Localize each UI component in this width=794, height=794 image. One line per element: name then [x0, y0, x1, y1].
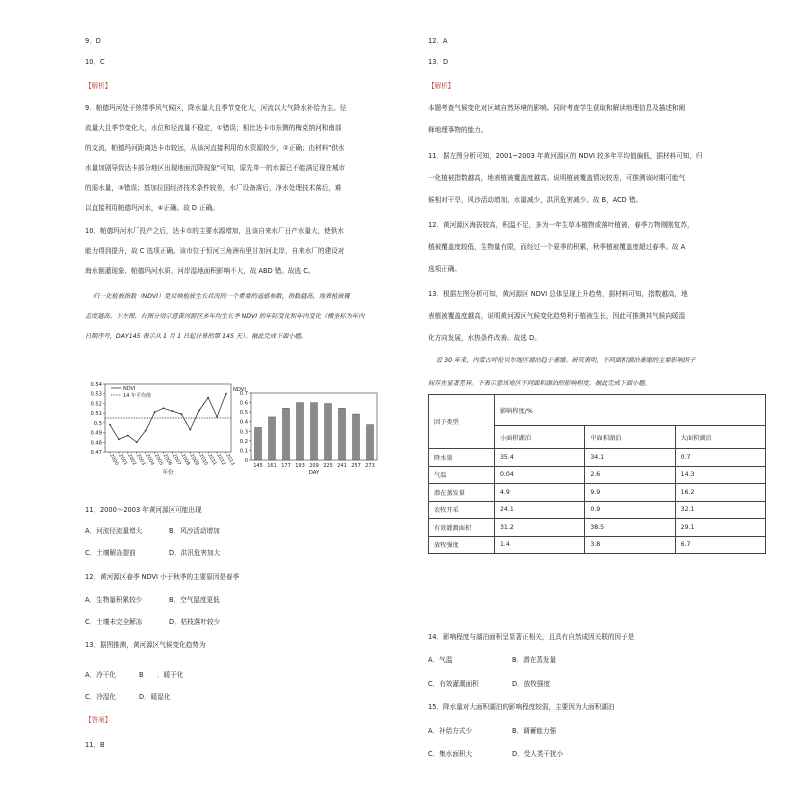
data-point [180, 413, 182, 415]
data-point [118, 438, 120, 440]
x-tick-label: 2008 [179, 453, 191, 467]
y-tick-label: 0.5 [93, 420, 102, 427]
bar [367, 425, 374, 460]
y-tick-label: 0.4 [239, 419, 248, 426]
table-cell: 16.2 [675, 484, 765, 502]
data-point [136, 441, 138, 443]
table-cell: 4.9 [495, 484, 585, 502]
table-header-factor: 因子类型 [429, 395, 495, 449]
explanation-line: 海水倒灌现象、帕德玛河水质、河岸湿地面积影响不大，故 ABD 错。故选 C。 [85, 267, 315, 275]
question-12: 12．黄河源区春季 NDVI 小于秋季的主要原因是春季 [85, 573, 240, 581]
x-axis-label: DAY [308, 470, 320, 476]
x-tick-label: 273 [365, 463, 375, 469]
x-tick-label: 2007 [170, 453, 182, 467]
data-point [109, 424, 111, 426]
lake-factor-table [428, 394, 766, 554]
option-12a: A．生物量积累较少 [85, 596, 143, 604]
explanation-line: 以直接利用帕德玛河水，④正确。故 D 正确。 [85, 204, 219, 212]
analysis-heading: 【解析】 [428, 82, 455, 90]
x-tick-label: 2005 [152, 453, 164, 467]
option-12d: D．枯枝落叶较少 [169, 618, 221, 626]
table-row [429, 466, 766, 484]
option-14d: D．放牧强度 [512, 680, 551, 688]
analysis-heading: 【解析】 [85, 82, 112, 90]
table-cell: 降水量 [429, 449, 495, 467]
table-cell: 24.1 [495, 501, 585, 519]
explanation-line: 12．黄河源区海拔较高，积温不足，多为一年生草本植物或落叶植被，春季万物刚刚复苏， [428, 221, 694, 229]
y-tick-label: 0.51 [90, 411, 102, 418]
x-tick-label: 2006 [161, 453, 173, 467]
table-col-large: 大面积湖泊 [675, 426, 765, 449]
data-point [127, 435, 129, 437]
option-13c: C．冷湿化 [85, 693, 116, 701]
option-11a: A．河流径流量增大 [85, 527, 143, 535]
explanation-line: 化方向发展，水热条件改善。故选 D。 [428, 334, 541, 342]
table-row [429, 536, 766, 554]
explanation-line: 的需水量，③错误；基加拉国经济技术条件较差，水厂设备落后，净水处理技术落后，难 [85, 184, 342, 192]
question-11: 11．2000～2003 年黄河源区可能出现 [85, 506, 202, 514]
explanation-line: 表植被覆盖度越高，说明黄河源区气候变化趋势利于植被生长，因此可推测其气候向暖湿 [428, 312, 686, 320]
option-15a: A．补给方式少 [428, 727, 473, 735]
y-tick-label: 0.3 [239, 429, 248, 436]
data-point [198, 409, 200, 411]
explanation-line: 植被覆盖度较低，生物量有限，而经过一个夏季的积累，秋季植被覆盖度超过春季。故 A [428, 243, 686, 251]
bar [325, 404, 332, 460]
table-cell: 有效灌溉面积 [429, 519, 495, 537]
y-axis-label: NDVI [233, 387, 246, 393]
answer-11: 11．B [85, 741, 105, 749]
legend-label-mean: 14 年平均值 [123, 393, 151, 399]
table-cell: 14.3 [675, 466, 765, 484]
data-point [189, 429, 191, 431]
left-column [85, 0, 435, 794]
option-13b-text: ．暖干化 [157, 671, 184, 679]
x-tick-label: 161 [267, 463, 277, 469]
option-15d: D．受人类干扰小 [512, 750, 564, 758]
x-tick-label: 2009 [188, 453, 200, 467]
data-point [154, 411, 156, 413]
data-point [145, 430, 147, 432]
bar [269, 417, 276, 460]
data-point [172, 410, 174, 412]
legend-label-ndvi: NDVI [123, 386, 136, 392]
data-point [163, 407, 165, 409]
explanation-line: 的支流，帕德玛河距离达卡市较远，从该河直接利用的水资源较少，②正确；由材料"供水 [85, 144, 345, 152]
explanation-line: 本题考查气候变化对区域自然环境的影响。同时考查学生获取和解读地理信息及描述和阐 [428, 104, 686, 112]
x-tick-label: 2010 [197, 453, 208, 467]
table-cell: 32.1 [675, 501, 765, 519]
right-column [428, 0, 778, 794]
explanation-line: 10．帕德玛河水厂投产之后，达卡市的主要水源增加，且该自来水厂日产水量大，使供水 [85, 227, 344, 235]
table-cell: 29.1 [675, 519, 765, 537]
y-tick-label: 0.1 [239, 448, 248, 455]
explanation-line: 能力得到提升，故 C 选项正确。该市位于恒河三角洲布里甘加河北岸，自来水厂的建设对 [85, 247, 345, 255]
explanation-line: 11．据左图分析可知，2001~2003 年黄河源区的 NDVI 较多年平均值偏低，据材料可知，归 [428, 152, 703, 160]
x-tick-label: 2011 [206, 453, 217, 467]
bar [255, 427, 262, 460]
table-header-degree: 影响程度/% [495, 395, 766, 426]
table-cell: 0.7 [675, 449, 765, 467]
question-14: 14．影响程度与湖泊面积呈显著正相关，且具有自然成因关联的因子是 [428, 633, 635, 641]
data-point [207, 397, 209, 399]
table-cell: 35.4 [495, 449, 585, 467]
y-tick-label: 0.53 [90, 391, 102, 398]
table-cell: 1.4 [495, 536, 585, 554]
table-col-small: 小面积湖泊 [495, 426, 585, 449]
table-cell: 0.9 [585, 501, 675, 519]
y-tick-label: 0.49 [90, 430, 102, 437]
option-11b: B．风沙活动增加 [169, 527, 220, 535]
x-tick-label: 2000 [108, 453, 119, 467]
y-tick-label: 0.7 [239, 391, 248, 397]
explanation-line: 13．根据左图分析可知，黄河源区 NDVI 总体呈现上升趋势，据材料可知，指数越高，地 [428, 290, 688, 298]
answer-10: 10．C [85, 58, 105, 66]
table-cell: 2.6 [585, 466, 675, 484]
option-13d: D．暖湿化 [139, 693, 171, 701]
question-13: 13．据图推测，黄河源区气候变化趋势为 [85, 641, 206, 649]
explanation-line: 9．帕德玛河处于热带季风气候区，降水量大且季节变化大，河流以大气降水补给为主。径 [85, 104, 347, 112]
option-11c: C．土壤解冻提前 [85, 549, 136, 557]
table-row [429, 519, 766, 537]
table-cell: 3.8 [585, 536, 675, 554]
x-tick-label: 225 [323, 463, 333, 469]
y-tick-label: 0 [244, 458, 248, 464]
x-tick-label: 145 [253, 463, 263, 469]
answer-9: 9．D [85, 37, 101, 45]
option-14c: C．有效灌溉面积 [428, 680, 479, 688]
table-cell: 6.7 [675, 536, 765, 554]
bar [297, 403, 304, 460]
table-cell: 31.2 [495, 519, 585, 537]
x-tick-label: 2012 [215, 453, 226, 467]
intro-line: 间存在显著差异。下表示意该地区不同面积湖泊的影响程度。据此完成下面小题。 [428, 380, 651, 387]
answer-heading: 【答案】 [85, 716, 112, 724]
table-cell: 34.1 [585, 449, 675, 467]
bar [283, 408, 290, 460]
ndvi-seasonal-bar-chart [231, 386, 381, 478]
x-tick-label: 193 [295, 463, 305, 469]
bar [353, 414, 360, 460]
table-cell: 0.04 [495, 466, 585, 484]
table-cell: 38.5 [585, 519, 675, 537]
intro-line: 近 30 年来，内蒙古呼伦贝尔地区湖泊趋于萎缩。研究表明，不同面积湖泊萎缩的主要影响因子 [436, 357, 696, 364]
option-13b-letter: B [139, 671, 144, 679]
table-col-medium: 中面积湖泊 [585, 426, 675, 449]
answer-12: 12．A [428, 37, 448, 45]
x-tick-label: 2001 [117, 453, 128, 467]
x-tick-label: 2013 [224, 453, 235, 467]
x-tick-label: 2003 [135, 453, 146, 467]
data-point [216, 416, 218, 418]
y-tick-label: 0.52 [90, 401, 102, 408]
x-tick-label: 2002 [126, 453, 137, 467]
table-cell: 9.9 [585, 484, 675, 502]
explanation-line: 流量大且季节变化大，水位和径流量不稳定，①错误；相比达卡市东侧的梅克纳河和南部 [85, 124, 342, 132]
table-cell: 放牧强度 [429, 536, 495, 554]
question-15: 15．降水量对大面积湖泊的影响程度较弱，主要因为大面积湖泊 [428, 703, 615, 711]
explanation-line: 水量加剧导致达卡部分地区出现地面沉降现象"可知，原先单一的水源已不能满足现在城市 [85, 164, 346, 172]
explanation-line: 一化植被指数越高，地表植被覆盖度越高。说明植被覆盖情况较差，可推测该时期可能气 [428, 174, 686, 182]
option-12c: C．土壤未完全解冻 [85, 618, 143, 626]
table-row [429, 449, 766, 467]
y-tick-label: 0.5 [239, 410, 248, 417]
y-tick-label: 0.6 [239, 400, 248, 407]
x-tick-label: 209 [309, 463, 319, 469]
intro-line: 盖度越高。下左图、右图分别示意黄河源区多年均生长季 NDVI 的年际变化和年内变化（横坐标为年内 [85, 313, 365, 320]
y-tick-label: 0.54 [90, 382, 102, 388]
bar [339, 408, 346, 460]
x-tick-label: 241 [337, 463, 347, 469]
option-11d: D．洪汛危害加大 [169, 549, 221, 557]
explanation-line: 释地理事物的能力。 [428, 126, 488, 134]
option-15b: B．调蓄能力强 [512, 727, 557, 735]
table-row [429, 501, 766, 519]
explanation-line: 选项正确。 [428, 265, 461, 273]
bar [311, 403, 318, 460]
option-15c: C．集水面积大 [428, 750, 473, 758]
x-axis-label: 年份 [162, 470, 174, 476]
intro-line: 归一化植被指数（NDVI）是反映植被生长状况的一个重要的遥感参数，指数越高，地表植被覆 [93, 293, 350, 300]
option-12b: B．空气湿度更低 [169, 596, 220, 604]
table-cell: 气温 [429, 466, 495, 484]
explanation-line: 候相对干旱，风沙活动增加，水量减少，洪汛危害减少。故 B，ACD 错。 [428, 196, 643, 204]
data-point [225, 393, 227, 395]
intro-line: 日期序号，DAY145 表示从 1 月 1 日起计算的第 145 天）。据此完成下面小题。 [85, 333, 307, 340]
option-14b: B．潜在蒸发量 [512, 656, 557, 664]
y-tick-label: 0.47 [90, 450, 102, 456]
table-cell: 农牧开采 [429, 501, 495, 519]
y-tick-label: 0.48 [90, 440, 102, 447]
ndvi-annual-line-chart [85, 378, 235, 476]
x-tick-label: 257 [351, 463, 361, 469]
option-13a: A．冷干化 [85, 671, 116, 679]
option-14a: A．气温 [428, 656, 453, 664]
x-tick-label: 2004 [143, 453, 155, 467]
table-row [429, 484, 766, 502]
answer-13: 13．D [428, 58, 449, 66]
table-cell: 潜在蒸发量 [429, 484, 495, 502]
x-tick-label: 177 [281, 463, 291, 469]
y-tick-label: 0.2 [239, 438, 248, 445]
